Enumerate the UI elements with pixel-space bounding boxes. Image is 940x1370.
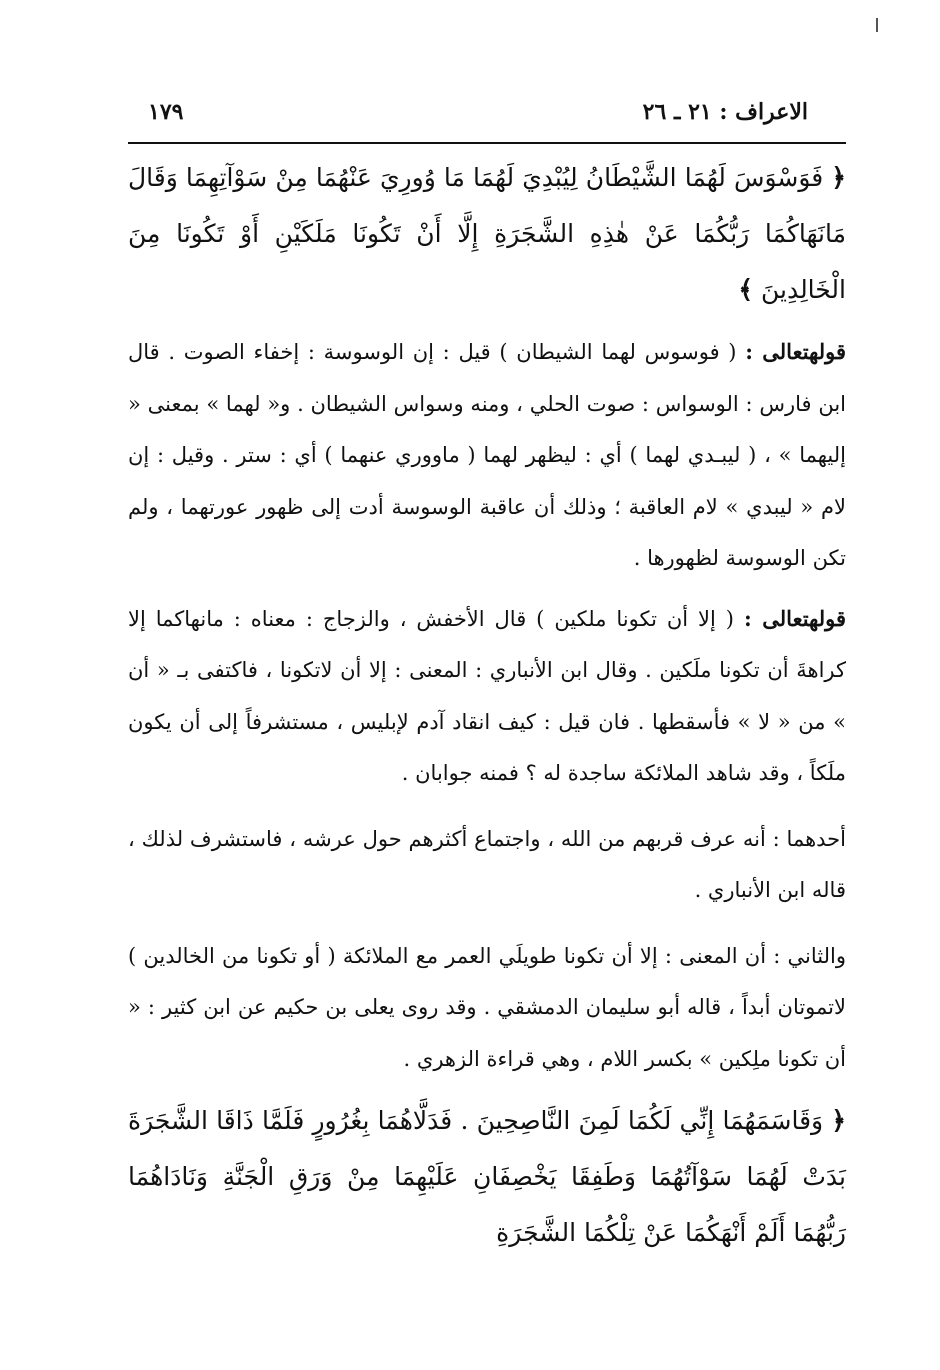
ornament-close: ﴾: [738, 275, 753, 304]
verse-block-closing: [128, 1093, 846, 1261]
verse-block-opening: [128, 150, 846, 318]
verse-text: فَوَسْوَسَ لَهُمَا الشَّيْطَانُ لِيُبْدِيَ لَهُمَا مَا وُورِيَ عَنْهُمَا مِنْ سَوْآتِهِمَا وَقَالَ مَانَهَاكُمَا رَبُّكُمَا عَنْ هٰذِهِ الشَّجَرَةِ إِلَّا أَنْ تَكُونَا مَلَكَيْنِ أَوْ تَكُونَا مِنَ الْخَالِدِينَ: [128, 163, 846, 304]
commentary-paragraph: [128, 593, 846, 800]
commentary-paragraph: [128, 326, 846, 585]
ornament-open: ﴿: [831, 1106, 846, 1135]
commentary-lead: قولهتعالى :: [743, 605, 846, 631]
page-body: [128, 150, 846, 1261]
answer-paragraph: والثاني : أن المعنى : إلا أن تكونا طويلَي العمر مع الملائكة ( أو تكونا من الخالدين ) لاتموتان أبداً ، قاله أبو سليمان الدمشقي . وقد روى يعلى بن حكيم عن ابن كثير : « أن تكونا ملِكين » بكسر اللام ، وهي قراءة الزهري .: [128, 943, 846, 1071]
page-header: [128, 92, 808, 132]
chapter-title: الاعراف : ٢١ ـ ٢٦: [642, 99, 808, 125]
header-rule: [128, 142, 846, 144]
page-number: ١٧٩: [148, 99, 184, 125]
answer-paragraph: أحدهما : أنه عرف قربهم من الله ، واجتماع أكثرهم حول عرشه ، فاستشرف لذلك ، قاله ابن الأنباري .: [128, 826, 846, 902]
commentary-text: ( فوسوس لهما الشيطان ) قيل : إن الوسوسة : إخفاء الصوت . قال ابن فارس : الوسواس : صوت الحلي ، ومنه وسواس الشيطان . و« لهما » بمعنى « إليهما » ، ( ليبـدي لهما ) أي : ليظهر لهما ( ماووري عنهما ) أي : ستر . وقيل : إن لام « ليبدي » لام العاقبة ؛ وذلك أن عاقبة الوسوسة أدت إلى ظهور عورتهما ، ولم تكن الوسوسة لظهورها .: [128, 340, 846, 570]
scan-mark: [876, 18, 878, 32]
verse-text: وَقَاسَمَهُمَا إِنِّي لَكُمَا لَمِنَ النَّاصِحِينَ . فَدَلَّاهُمَا بِغُرُورٍ فَلَمَّا ذَاقَا الشَّجَرَةَ بَدَتْ لَهُمَا سَوْآتُهُمَا وَطَفِقَا يَخْصِفَانِ عَلَيْهِمَا مِنْ وَرَقِ الْجَنَّةِ وَنَادَاهُمَا رَبُّهُمَا أَلَمْ أَنْهَكُمَا عَنْ تِلْكُمَا الشَّجَرَةِ: [128, 1106, 846, 1247]
commentary-text: ( إلا أن تكونا ملكين ) قال الأخفش ، والزجاج : معناه : مانهاكما إلا كراهةَ أن تكونا ملَكين . وقال ابن الأنباري : المعنى : إلا أن لاتكونا ، فاكتفى بـ « أن » من « لا » فأسقطها . فان قيل : كيف انقاد آدم لإبليس ، مستشرفاً إلى أن يكون ملَكاً ، وقد شاهد الملائكة ساجدة له ؟ فمنه جوابان .: [128, 606, 846, 785]
ornament-open: ﴿: [831, 163, 846, 192]
commentary-lead: قولهتعالى :: [745, 339, 847, 364]
